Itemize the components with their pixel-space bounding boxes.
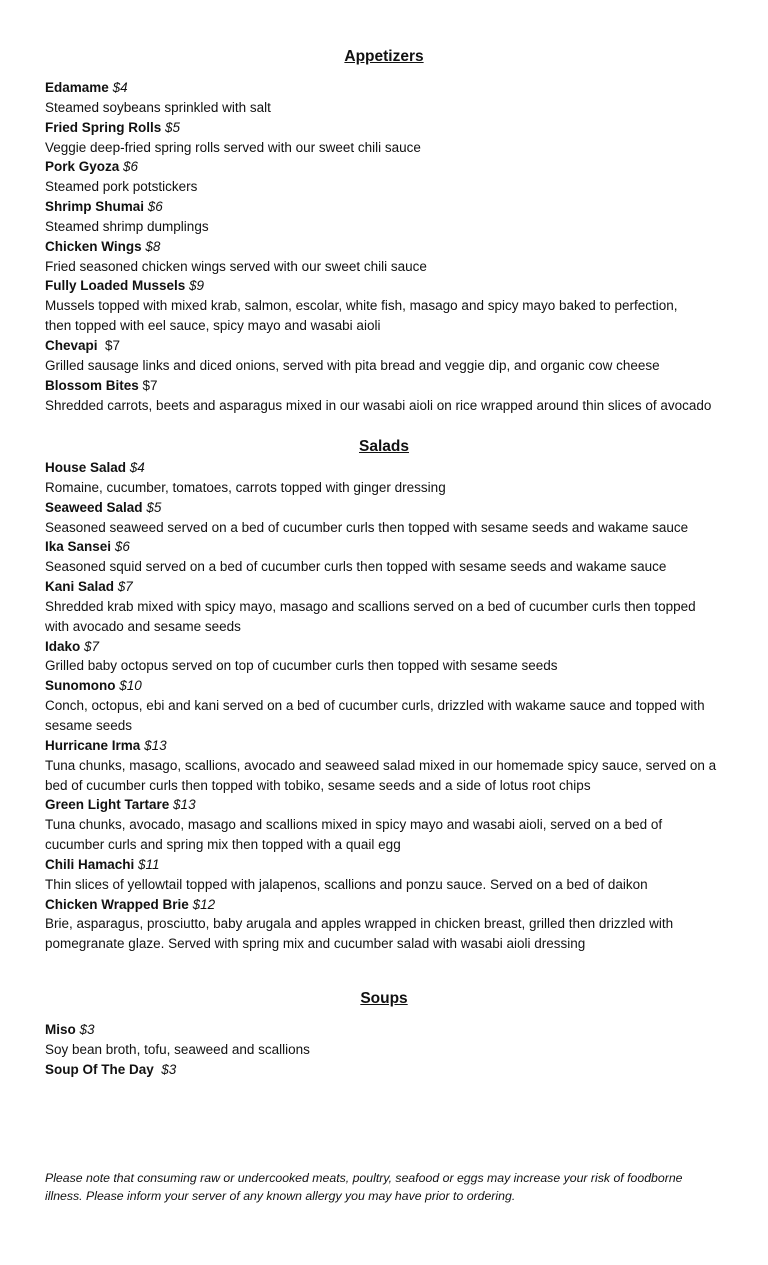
item-price: $7: [105, 337, 121, 353]
item-description: Brie, asparagus, prosciutto, baby arugala and apples wrapped in chicken breast, grilled then drizzled with: [45, 916, 674, 932]
item-price: $3: [79, 1022, 95, 1037]
item-name: Fried Spring Rolls: [45, 119, 162, 135]
salads-list: [45, 458, 735, 954]
item-name: Pork Gyoza: [45, 159, 120, 175]
soups-heading: Soups: [360, 990, 408, 1007]
item-price: $9: [189, 278, 205, 294]
menu-item: [45, 637, 735, 677]
item-price: $7: [117, 579, 133, 595]
item-description: Grilled sausage links and diced onions, served with pita bread and veggie dip, and organic cow cheese: [45, 357, 660, 373]
item-description: Thin slices of yellowtail topped with jalapenos, scallions and ponzu sauce. Served on a bed of daikon: [45, 876, 648, 892]
item-name: Shrimp Shumai: [45, 199, 145, 215]
item-description: Tuna chunks, avocado, masago and scallions mixed in spicy mayo and wasabi aioli, served on a bed of: [45, 817, 663, 833]
item-price: $4: [112, 80, 128, 95]
menu-item: [45, 577, 735, 637]
menu-item: [45, 376, 735, 416]
menu-item: [45, 336, 735, 376]
menu-item: [45, 157, 735, 197]
item-description: Mussels topped with mixed krab, salmon, escolar, white fish, masago and spicy mayo baked to perfection,: [45, 298, 678, 314]
item-price: $5: [146, 499, 162, 515]
notice-line: illness. Please inform your server of any known allergy you may have prior to ordering.: [45, 1188, 516, 1203]
item-description: Grilled baby octopus served on top of cucumber curls then topped with sesame seeds: [45, 658, 558, 674]
appetizers-heading: Appetizers: [344, 48, 424, 65]
menu-item: [45, 1060, 735, 1080]
item-description: pomegranate glaze. Served with spring mix and cucumber salad with wasabi aioli dressing: [45, 936, 586, 952]
item-price: $8: [145, 238, 161, 254]
item-name: Soup Of The Day: [45, 1061, 154, 1077]
item-name: Chili Hamachi: [45, 856, 135, 872]
item-description: Tuna chunks, masago, scallions, avocado and seaweed salad mixed in our homemade spicy sauce, served on a: [45, 757, 717, 773]
item-price: $13: [144, 737, 167, 753]
item-description: Soy bean broth, tofu, seaweed and scallions: [45, 1041, 310, 1057]
item-description: sesame seeds: [45, 717, 133, 733]
salads-heading: Salads: [359, 438, 409, 455]
item-name: Chicken Wrapped Brie: [45, 896, 189, 912]
menu-item: [45, 736, 735, 796]
item-description: cucumber curls and spring mix then topped with a quail egg: [45, 837, 401, 853]
item-description: Romaine, cucumber, tomatoes, carrots topped with ginger dressing: [45, 479, 446, 495]
menu-item: [45, 237, 735, 277]
item-name: Seaweed Salad: [45, 499, 143, 515]
menu-item: [45, 458, 735, 498]
allergy-notice: [45, 1170, 735, 1205]
menu-item: [45, 78, 735, 118]
item-description: Shredded krab mixed with spicy mayo, masago and scallions served on a bed of cucumber curls then topped: [45, 598, 696, 614]
item-description: Seasoned seaweed served on a bed of cucumber curls then topped with sesame seeds and wakame sauce: [45, 519, 689, 535]
item-price: $3: [161, 1061, 177, 1077]
appetizers-list: [45, 78, 735, 415]
menu-item: [45, 537, 735, 577]
item-price: $7: [84, 638, 100, 654]
item-name: Blossom Bites: [45, 377, 139, 393]
item-description: Veggie deep-fried spring rolls served with our sweet chili sauce: [45, 139, 421, 155]
item-name: Ika Sansei: [45, 539, 112, 555]
item-description: then topped with eel sauce, spicy mayo and wasabi aioli: [45, 318, 381, 334]
soups-list: [45, 1020, 735, 1080]
menu-item: [45, 855, 735, 895]
menu-item: [45, 1020, 735, 1060]
item-name: Sunomono: [45, 678, 116, 694]
item-price: $6: [147, 199, 163, 215]
item-price: $12: [192, 896, 216, 912]
menu-item: [45, 118, 735, 158]
menu-item: [45, 895, 735, 955]
item-description: Seasoned squid served on a bed of cucumber curls then topped with sesame seeds and wakame sauce: [45, 559, 667, 575]
item-name: House Salad: [45, 460, 127, 475]
item-name: Kani Salad: [45, 579, 115, 595]
item-description: Steamed shrimp dumplings: [45, 218, 209, 234]
menu-item: [45, 197, 735, 237]
menu-item: [45, 276, 735, 336]
item-description: Fried seasoned chicken wings served with our sweet chili sauce: [45, 258, 427, 274]
item-description: Steamed pork potstickers: [45, 179, 198, 195]
item-price: $7: [142, 377, 158, 393]
menu-item: [45, 795, 735, 855]
item-name: Fully Loaded Mussels: [45, 278, 186, 294]
menu-item: [45, 676, 735, 736]
item-price: $4: [129, 460, 145, 475]
item-description: bed of cucumber curls then topped with tobiko, sesame seeds and a side of lotus root chips: [45, 777, 591, 793]
item-name: Idako: [45, 638, 81, 654]
item-price: $5: [165, 119, 181, 135]
item-name: Green Light Tartare: [45, 797, 170, 813]
item-price: $6: [114, 539, 130, 555]
item-description: Steamed soybeans sprinkled with salt: [45, 99, 271, 115]
item-description: with avocado and sesame seeds: [45, 618, 241, 634]
menu-item: [45, 498, 735, 538]
item-description: Shredded carrots, beets and asparagus mixed in our wasabi aioli on rice wrapped around thin slices of avocado: [45, 397, 712, 413]
item-price: $11: [138, 856, 160, 872]
item-price: $13: [173, 797, 196, 813]
item-name: Hurricane Irma: [45, 737, 141, 753]
notice-line: Please note that consuming raw or undercooked meats, poultry, seafood or eggs may increase your risk of foodborne: [45, 1171, 683, 1185]
item-price: $10: [119, 678, 142, 694]
item-description: Conch, octopus, ebi and kani served on a bed of cucumber curls, drizzled with wakame sauce and topped with: [45, 698, 705, 714]
item-price: $6: [123, 159, 139, 175]
item-name: Chicken Wings: [45, 238, 142, 254]
item-name: Chevapi: [45, 337, 98, 353]
item-name: Edamame: [45, 80, 109, 95]
item-name: Miso: [45, 1022, 76, 1037]
